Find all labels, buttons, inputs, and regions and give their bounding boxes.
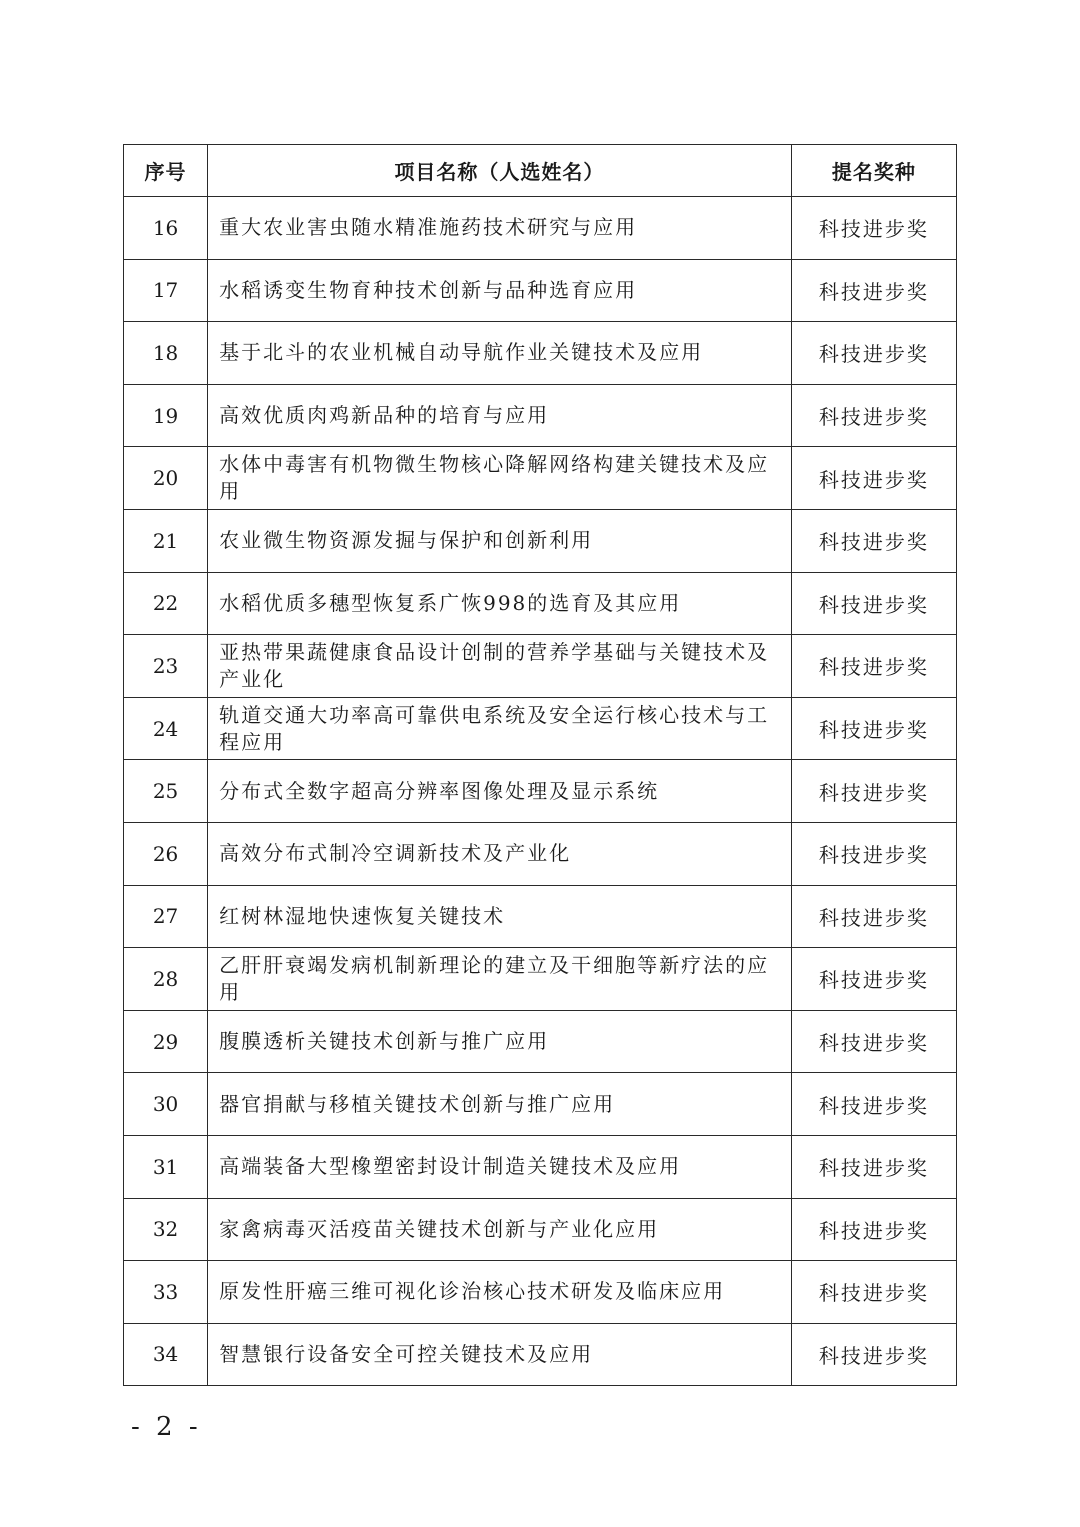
award-type: 科技进步奖: [791, 1073, 956, 1136]
table-row: [124, 885, 957, 948]
table-row: [124, 509, 957, 572]
project-name: 分布式全数字超高分辨率图像处理及显示系统: [208, 760, 792, 823]
project-name: 红树林湿地快速恢复关键技术: [208, 885, 792, 948]
award-type: 科技进步奖: [791, 1135, 956, 1198]
award-type: 科技进步奖: [791, 1010, 956, 1073]
table-row: [124, 384, 957, 447]
table-row: [124, 197, 957, 260]
award-type: 科技进步奖: [791, 1323, 956, 1386]
project-name: 原发性肝癌三维可视化诊治核心技术研发及临床应用: [208, 1261, 792, 1324]
table-row: [124, 1135, 957, 1198]
project-name: 亚热带果蔬健康食品设计创制的营养学基础与关键技术及产业化: [208, 635, 792, 698]
award-type: 科技进步奖: [791, 948, 956, 1011]
row-number: 26: [124, 822, 208, 885]
row-number: 33: [124, 1261, 208, 1324]
project-name: 器官捐献与移植关键技术创新与推广应用: [208, 1073, 792, 1136]
row-number: 19: [124, 384, 208, 447]
row-number: 22: [124, 572, 208, 635]
award-type: 科技进步奖: [791, 384, 956, 447]
project-name: 水稻优质多穗型恢复系广恢998的选育及其应用: [208, 572, 792, 635]
table-header-row: [124, 145, 957, 197]
row-number: 17: [124, 259, 208, 322]
award-type: 科技进步奖: [791, 1198, 956, 1261]
award-type: 科技进步奖: [791, 447, 956, 510]
row-number: 32: [124, 1198, 208, 1261]
row-number: 21: [124, 509, 208, 572]
award-type: 科技进步奖: [791, 885, 956, 948]
row-number: 25: [124, 760, 208, 823]
table-row: [124, 1323, 957, 1386]
award-type: 科技进步奖: [791, 822, 956, 885]
row-number: 24: [124, 697, 208, 760]
award-type: 科技进步奖: [791, 322, 956, 385]
award-type: 科技进步奖: [791, 509, 956, 572]
table-row: [124, 635, 957, 698]
project-name: 水稻诱变生物育种技术创新与品种选育应用: [208, 259, 792, 322]
project-name: 基于北斗的农业机械自动导航作业关键技术及应用: [208, 322, 792, 385]
row-number: 23: [124, 635, 208, 698]
project-name: 乙肝肝衰竭发病机制新理论的建立及干细胞等新疗法的应用: [208, 948, 792, 1011]
table-row: [124, 948, 957, 1011]
table-row: [124, 1010, 957, 1073]
award-type: 科技进步奖: [791, 1261, 956, 1324]
header-project-name: 项目名称（人选姓名）: [208, 145, 792, 197]
table-row: [124, 322, 957, 385]
table-row: [124, 447, 957, 510]
page-number: - 2 -: [131, 1412, 202, 1442]
project-name: 高端装备大型橡塑密封设计制造关键技术及应用: [208, 1135, 792, 1198]
row-number: 18: [124, 322, 208, 385]
project-name: 水体中毒害有机物微生物核心降解网络构建关键技术及应用: [208, 447, 792, 510]
table-row: [124, 1198, 957, 1261]
row-number: 30: [124, 1073, 208, 1136]
award-type: 科技进步奖: [791, 259, 956, 322]
table-row: [124, 1261, 957, 1324]
table-row: [124, 822, 957, 885]
project-name: 重大农业害虫随水精准施药技术研究与应用: [208, 197, 792, 260]
award-type: 科技进步奖: [791, 572, 956, 635]
header-number: 序号: [124, 145, 208, 197]
project-name: 高效优质肉鸡新品种的培育与应用: [208, 384, 792, 447]
table-row: [124, 1073, 957, 1136]
project-name: 智慧银行设备安全可控关键技术及应用: [208, 1323, 792, 1386]
project-name: 腹膜透析关键技术创新与推广应用: [208, 1010, 792, 1073]
project-name: 轨道交通大功率高可靠供电系统及安全运行核心技术与工程应用: [208, 697, 792, 760]
row-number: 27: [124, 885, 208, 948]
row-number: 29: [124, 1010, 208, 1073]
row-number: 16: [124, 197, 208, 260]
project-name: 高效分布式制冷空调新技术及产业化: [208, 822, 792, 885]
table-row: [124, 697, 957, 760]
table-row: [124, 760, 957, 823]
award-type: 科技进步奖: [791, 197, 956, 260]
award-type: 科技进步奖: [791, 635, 956, 698]
row-number: 31: [124, 1135, 208, 1198]
project-name: 农业微生物资源发掘与保护和创新利用: [208, 509, 792, 572]
row-number: 28: [124, 948, 208, 1011]
table-row: [124, 259, 957, 322]
header-award-type: 提名奖种: [791, 145, 956, 197]
table-row: [124, 572, 957, 635]
table-body: [124, 197, 957, 1386]
award-type: 科技进步奖: [791, 760, 956, 823]
award-type: 科技进步奖: [791, 697, 956, 760]
project-name: 家禽病毒灭活疫苗关键技术创新与产业化应用: [208, 1198, 792, 1261]
nomination-table: [123, 144, 957, 1386]
row-number: 20: [124, 447, 208, 510]
row-number: 34: [124, 1323, 208, 1386]
